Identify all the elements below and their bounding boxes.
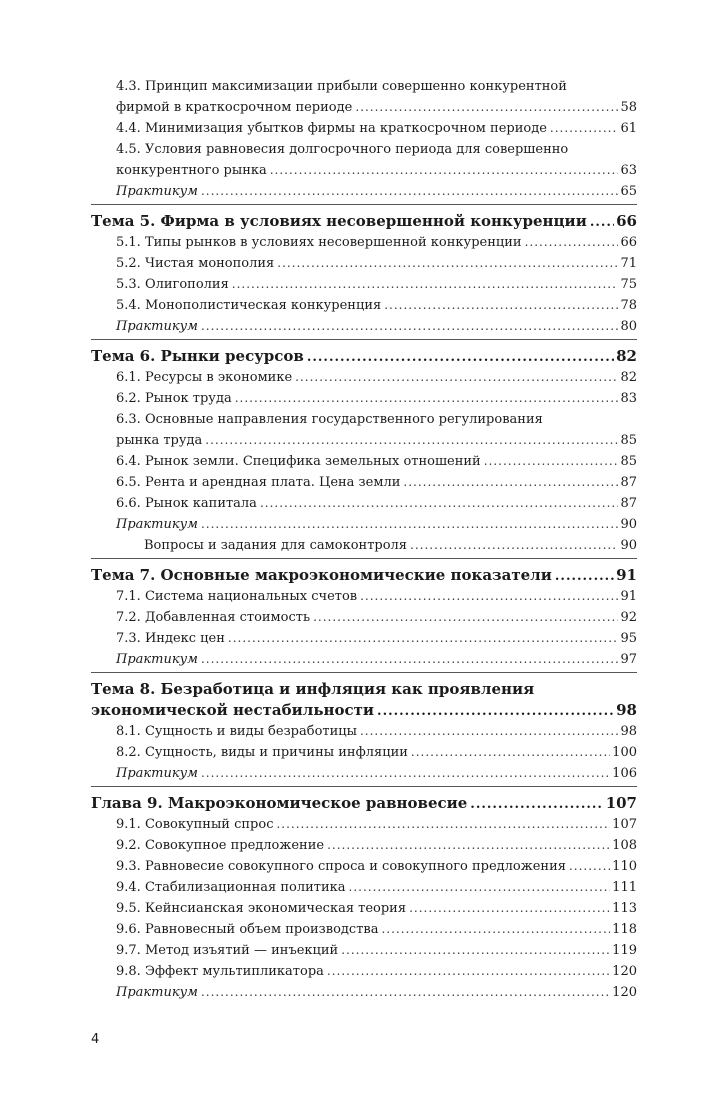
dot-leader (470, 794, 603, 815)
dot-leader (232, 274, 619, 295)
toc-page-number: 107 (612, 817, 637, 832)
toc-page-number: 63 (620, 163, 637, 178)
toc-entry-text: 6.1. Ресурсы в экономике (116, 370, 293, 385)
toc-entry-9-1[interactable] (91, 814, 637, 835)
page-number: 4 (91, 1032, 100, 1047)
dot-leader (409, 898, 610, 919)
toc-entry-4-5-line1: 4.5. Условия равновесия долгосрочного периода для совершенно (116, 142, 569, 157)
dot-leader (410, 535, 618, 556)
toc-entry-text: 6.6. Рынок капитала (116, 496, 257, 511)
toc-page-number: 90 (620, 517, 637, 532)
toc-page-number: 61 (620, 121, 637, 136)
chapter-title: экономической нестабильности (91, 701, 375, 719)
toc-entry-6-1[interactable] (91, 367, 637, 388)
dot-leader (235, 388, 619, 409)
dot-leader (403, 472, 618, 493)
section-divider (91, 786, 637, 787)
dot-leader (349, 877, 611, 898)
toc-page-number: 58 (620, 100, 637, 115)
section-divider (91, 558, 637, 559)
dot-leader (360, 721, 618, 742)
toc-entry-8-1[interactable] (91, 721, 637, 742)
toc-entry-5-2[interactable] (91, 253, 637, 274)
dot-leader (341, 940, 610, 961)
dot-leader (590, 212, 614, 233)
toc-entry-9-3[interactable] (91, 856, 637, 877)
toc-entry-7-1[interactable] (91, 586, 637, 607)
toc-entry-text: 9.1. Совокупный спрос (116, 817, 274, 832)
topic-8-section (91, 679, 637, 787)
toc-entry-practicum-4[interactable] (91, 181, 637, 202)
toc-entry-text: Практикум (116, 652, 198, 667)
toc-entry-4-5[interactable] (91, 160, 637, 181)
toc-entry-9-5[interactable] (91, 898, 637, 919)
toc-entry-self-control-6[interactable] (91, 535, 637, 556)
toc-entry-text: 4.4. Минимизация убытков фирмы на краткосрочном периоде (116, 121, 547, 136)
dot-leader (355, 97, 618, 118)
dot-leader (555, 566, 614, 587)
toc-entry-text: 9.5. Кейнсианская экономическая теория (116, 901, 407, 916)
toc-page-number: 85 (620, 454, 637, 469)
dot-leader (201, 181, 618, 202)
toc-entry-9-8[interactable] (91, 961, 637, 982)
toc-chapter-8[interactable] (91, 700, 637, 721)
dot-leader (411, 742, 610, 763)
toc-page-number: 98 (620, 724, 637, 739)
dot-leader (228, 628, 619, 649)
toc-entry-text: 8.1. Сущность и виды безработицы (116, 724, 357, 739)
toc-page-number: 120 (612, 964, 637, 979)
chapter-title: Тема 6. Рынки ресурсов (91, 347, 304, 365)
dot-leader (569, 856, 610, 877)
dot-leader (327, 835, 610, 856)
chapter-title: Тема 5. Фирма в условиях несовершенной конкуренции (91, 212, 587, 230)
toc-entry-text: Практикум (116, 985, 198, 1000)
toc-page-number: 111 (612, 880, 637, 895)
toc-entry-text: фирмой в краткосрочном периоде (116, 100, 353, 115)
toc-entry-text: конкурентного рынка (116, 163, 267, 178)
toc-entry-4-3-line1: 4.3. Принцип максимизации прибыли совершенно конкурентной (116, 79, 567, 94)
toc-entry-text: 9.3. Равновесие совокупного спроса и совокупного предложения (116, 859, 566, 874)
toc-entry-text: Практикум (116, 319, 198, 334)
toc-page-number: 110 (612, 859, 637, 874)
toc-entry-text: 5.4. Монополистическая конкуренция (116, 298, 382, 313)
toc-page-number: 82 (620, 370, 637, 385)
toc-entry-8-2[interactable] (91, 742, 637, 763)
toc-entry-practicum-6[interactable] (91, 514, 637, 535)
dot-leader (377, 701, 614, 722)
toc-entry-text: 5.1. Типы рынков в условиях несовершенной конкуренции (116, 235, 522, 250)
dot-leader (313, 607, 618, 628)
dot-leader (484, 451, 619, 472)
toc-entry-text: 8.2. Сущность, виды и причины инфляции (116, 745, 408, 760)
dot-leader (360, 586, 618, 607)
dot-leader (525, 232, 619, 253)
dot-leader (201, 763, 610, 784)
toc-page-number: 66 (620, 235, 637, 250)
dot-leader (205, 430, 618, 451)
toc-page-number: 118 (612, 922, 637, 937)
dot-leader (381, 919, 610, 940)
toc-entry-text: Практикум (116, 184, 198, 199)
toc-page-number: 108 (612, 838, 637, 853)
toc-entry-text: 7.2. Добавленная стоимость (116, 610, 311, 625)
toc-chapter-8-line1: Тема 8. Безработица и инфляция как проявления (91, 680, 535, 698)
toc-entry-text: 7.3. Индекс цен (116, 631, 225, 646)
chapter-page-number: 107 (605, 794, 637, 812)
toc-entry-7-3[interactable] (91, 628, 637, 649)
toc-entry-text: 6.4. Рынок земли. Специфика земельных отношений (116, 454, 481, 469)
toc-entry-text: Вопросы и задания для самоконтроля (144, 538, 407, 553)
toc-entry-6-4[interactable] (91, 451, 637, 472)
toc-entry-practicum-7[interactable] (91, 649, 637, 670)
toc-entry-text: 5.2. Чистая монополия (116, 256, 275, 271)
toc-entry-7-2[interactable] (91, 607, 637, 628)
chapter-page-number: 98 (616, 701, 637, 719)
toc-entry-text: 5.3. Олигополия (116, 277, 229, 292)
dot-leader (384, 295, 618, 316)
toc-page-number: 78 (620, 298, 637, 313)
toc-page-number: 71 (620, 256, 637, 271)
dot-leader (260, 493, 619, 514)
toc-page-number: 119 (612, 943, 637, 958)
topic-6-section (91, 346, 637, 559)
topic-7-section (91, 565, 637, 673)
toc-entry-6-3[interactable] (91, 430, 637, 451)
toc-page-number: 83 (620, 391, 637, 406)
toc-page-number: 85 (620, 433, 637, 448)
toc-chapter-6[interactable] (91, 346, 637, 367)
toc-entry-practicum-5[interactable] (91, 316, 637, 337)
toc-page-number: 65 (620, 184, 637, 199)
toc-entry-9-2[interactable] (91, 835, 637, 856)
toc-page-number: 97 (620, 652, 637, 667)
topic-4-section (91, 76, 637, 205)
chapter-title: Тема 7. Основные макроэкономические показатели (91, 566, 552, 584)
toc-entry-text: 9.6. Равновесный объем производства (116, 922, 379, 937)
toc-page-number: 92 (620, 610, 637, 625)
toc-entry-text: Практикум (116, 766, 198, 781)
toc-entry-text: 6.5. Рента и арендная плата. Цена земли (116, 475, 401, 490)
chapter-title: Глава 9. Макроэкономическое равновесие (91, 794, 468, 812)
toc-page-number: 106 (612, 766, 637, 781)
chapter-page-number: 66 (616, 212, 637, 230)
toc-entry-4-4[interactable] (91, 118, 637, 139)
dot-leader (201, 649, 618, 670)
toc-entry-text: 9.7. Метод изъятий — инъекций (116, 943, 339, 958)
toc-entry-text: 7.1. Система национальных счетов (116, 589, 358, 604)
toc-entry-practicum-9[interactable] (91, 982, 637, 1003)
toc-page-number: 90 (620, 538, 637, 553)
toc-entry-9-6[interactable] (91, 919, 637, 940)
toc-entry-6-6[interactable] (91, 493, 637, 514)
dot-leader (550, 118, 619, 139)
toc-page-number: 91 (620, 589, 637, 604)
dot-leader (277, 253, 618, 274)
toc-entry-text: рынка труда (116, 433, 203, 448)
toc-page-number: 100 (612, 745, 637, 760)
toc-chapter-9[interactable] (91, 793, 637, 814)
section-divider (91, 339, 637, 340)
dot-leader (295, 367, 618, 388)
toc-page-number: 95 (620, 631, 637, 646)
toc-entry-6-2[interactable] (91, 388, 637, 409)
toc-entry-5-1[interactable] (91, 232, 637, 253)
section-divider (91, 204, 637, 205)
toc-entry-4-3[interactable] (91, 97, 637, 118)
dot-leader (201, 514, 618, 535)
toc-chapter-7[interactable] (91, 565, 637, 586)
toc-entry-text: 9.4. Стабилизационная политика (116, 880, 346, 895)
toc-entry-text: Практикум (116, 517, 198, 532)
dot-leader (201, 316, 618, 337)
chapter-9-section (91, 793, 637, 1003)
toc-entry-9-4[interactable] (91, 877, 637, 898)
chapter-page-number: 91 (616, 566, 637, 584)
dot-leader (327, 961, 610, 982)
toc-page-number: 75 (620, 277, 637, 292)
toc-entry-5-3[interactable] (91, 274, 637, 295)
dot-leader (201, 982, 610, 1003)
toc-entry-5-4[interactable] (91, 295, 637, 316)
dot-leader (270, 160, 619, 181)
table-of-contents (91, 76, 637, 1003)
toc-entry-text: 9.8. Эффект мультипликатора (116, 964, 324, 979)
toc-entry-6-3-line1: 6.3. Основные направления государственного регулирования (116, 412, 543, 427)
toc-entry-6-5[interactable] (91, 472, 637, 493)
dot-leader (307, 347, 614, 368)
toc-entry-text: 9.2. Совокупное предложение (116, 838, 325, 853)
toc-page-number: 120 (612, 985, 637, 1000)
chapter-page-number: 82 (616, 347, 637, 365)
section-divider (91, 672, 637, 673)
toc-page-number: 87 (620, 496, 637, 511)
toc-entry-text: 6.2. Рынок труда (116, 391, 232, 406)
toc-entry-practicum-8[interactable] (91, 763, 637, 784)
toc-page-number: 87 (620, 475, 637, 490)
topic-5-section (91, 211, 637, 340)
toc-entry-9-7[interactable] (91, 940, 637, 961)
dot-leader (276, 814, 610, 835)
toc-page-number: 113 (612, 901, 637, 916)
toc-chapter-5[interactable] (91, 211, 637, 232)
toc-page-number: 80 (620, 319, 637, 334)
